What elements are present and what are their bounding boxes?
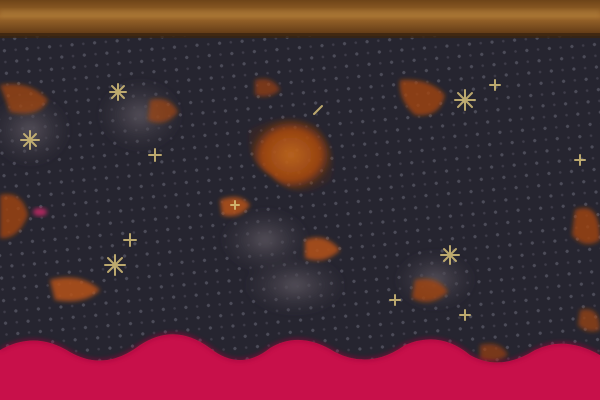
pink-stitch [33,208,47,216]
lace-mesh [0,30,600,370]
gold-border-shine [0,10,600,18]
gold-border-edge [0,33,600,38]
